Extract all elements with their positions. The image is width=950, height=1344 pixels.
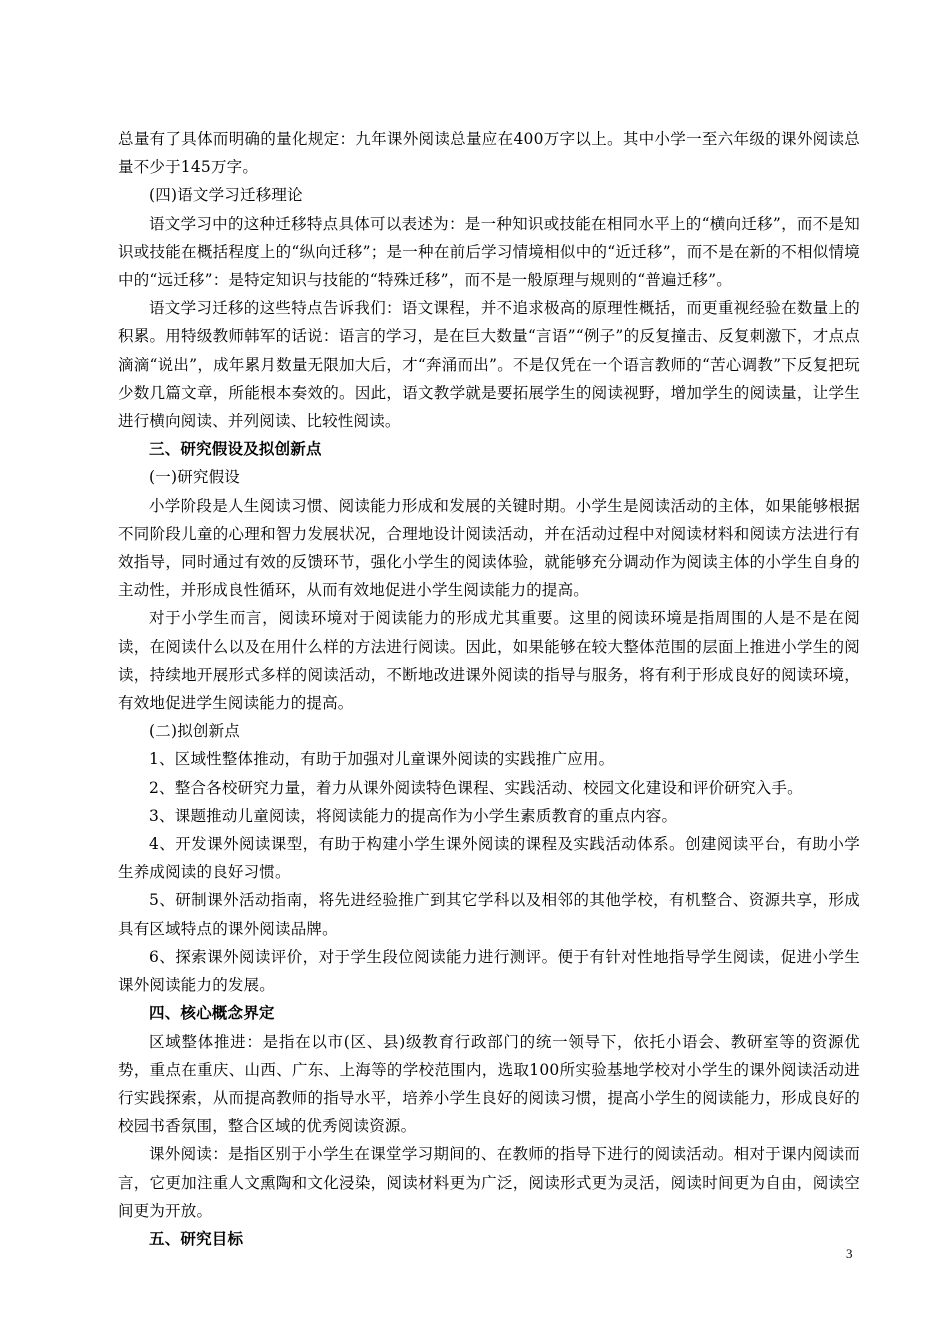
paragraph: 语文学习中的这种迁移特点具体可以表述为：是一种知识或技能在相同水平上的“横向迁移”，而不是知识或技能在概括程度上的“纵向迁移”；是一种在前后学习情境相似中的“近迁移”，而不是在新的不相似情境中的“远迁移”：是特定知识与技能的“特殊迁移”，而不是一般原理与规则的“普遍迁移”。 — [118, 214, 860, 290]
paragraph: 区域整体推进：是指在以市(区、县)级教育行政部门的统一领导下，依托小语会、教研室等的资源优势，重点在重庆、山西、广东、上海等的学校范围内，选取100所实验基地学校对小学生的课外阅读活动进行实践探索，从而提高教师的指导水平，培养小学生良好的阅读习惯，提高小学生的阅读能力，形成良好的校园书香氛围，整合区域的优秀阅读资源。 — [118, 1032, 860, 1136]
page-number: 3 — [846, 1246, 853, 1261]
list-item: 4、开发课外阅读课型，有助于构建小学生课外阅读的课程及实践活动体系。创建阅读平台，有助小学生养成阅读的良好习惯。 — [118, 835, 860, 882]
paragraph: 对于小学生而言，阅读环境对于阅读能力的形成尤其重要。这里的阅读环境是指周围的人是不是在阅读，在阅读什么以及在用什么样的方法进行阅读。因此，如果能够在较大整体范围的层面上推进小学生的阅读，持续地开展形式多样的阅读活动，不断地改进课外阅读的指导与服务，将有利于形成良好的阅读环境，有效地促进学生阅读能力的提高。 — [118, 609, 860, 713]
list-item: 3、课题推动儿童阅读，将阅读能力的提高作为小学生素质教育的重点内容。 — [149, 806, 678, 825]
subsection-heading-hypothesis: (一)研究假设 — [149, 468, 240, 487]
list-item: 5、研制课外活动指南，将先进经验推广到其它学科以及相邻的其他学校，有机整合、资源共享，形成具有区域特点的课外阅读品牌。 — [118, 891, 860, 938]
subsection-heading-innovation: (二)拟创新点 — [149, 722, 240, 741]
paragraph: 语文学习迁移的这些特点告诉我们：语文课程，并不追求极高的原理性概括，而更重视经验在数量上的积累。用特级教师韩军的话说：语言的学习，是在巨大数量“言语”“例子”的反复撞击、反复刺激下，才点点滴滴“说出”，成年累月数量无限加大后，才“奔涌而出”。不是仅凭在一个语言教师的“苦心调教”下反复把玩少数几篇文章，所能根本奏效的。因此，语文教学就是要拓展学生的阅读视野，增加学生的阅读量，让学生进行横向阅读、并列阅读、比较性阅读。 — [118, 299, 860, 431]
paragraph-continuation: 总量有了具体而明确的量化规定：九年课外阅读总量应在400万字以上。其中小学一至六年级的课外阅读总量不少于145万字。 — [118, 130, 860, 177]
list-item: 2、整合各校研究力量，着力从课外阅读特色课程、实践活动、校园文化建设和评价研究入手。 — [149, 778, 803, 797]
section-heading-4-transfer-theory: (四)语文学习迁移理论 — [149, 186, 303, 205]
paragraph: 小学阶段是人生阅读习惯、阅读能力形成和发展的关键时期。小学生是阅读活动的主体，如果能够根据不同阶段儿童的心理和智力发展状况，合理地设计阅读活动，并在活动过程中对阅读材料和阅读方法进行有效指导，同时通过有效的反馈环节，强化小学生的阅读体验，就能够充分调动作为阅读主体的小学生自身的主动性，并形成良性循环，从而有效地促进小学生阅读能力的提高。 — [118, 496, 860, 600]
list-item: 1、区域性整体推动，有助于加强对儿童课外阅读的实践推广应用。 — [149, 750, 615, 769]
section-heading-4: 四、核心概念界定 — [149, 1003, 275, 1023]
section-heading-3: 三、研究假设及拟创新点 — [149, 439, 322, 459]
list-item: 6、探索课外阅读评价，对于学生段位阅读能力进行测评。便于有针对性地指导学生阅读，促进小学生课外阅读能力的发展。 — [118, 947, 860, 995]
document-body — [118, 125, 860, 1253]
section-heading-5: 五、研究目标 — [149, 1228, 244, 1248]
paragraph: 课外阅读：是指区别于小学生在课堂学习期间的、在教师的指导下进行的阅读活动。相对于课内阅读而言，它更加注重人文熏陶和文化浸染，阅读材料更为广泛，阅读形式更为灵活，阅读时间更为自由，阅读空间更为开放。 — [118, 1145, 860, 1220]
